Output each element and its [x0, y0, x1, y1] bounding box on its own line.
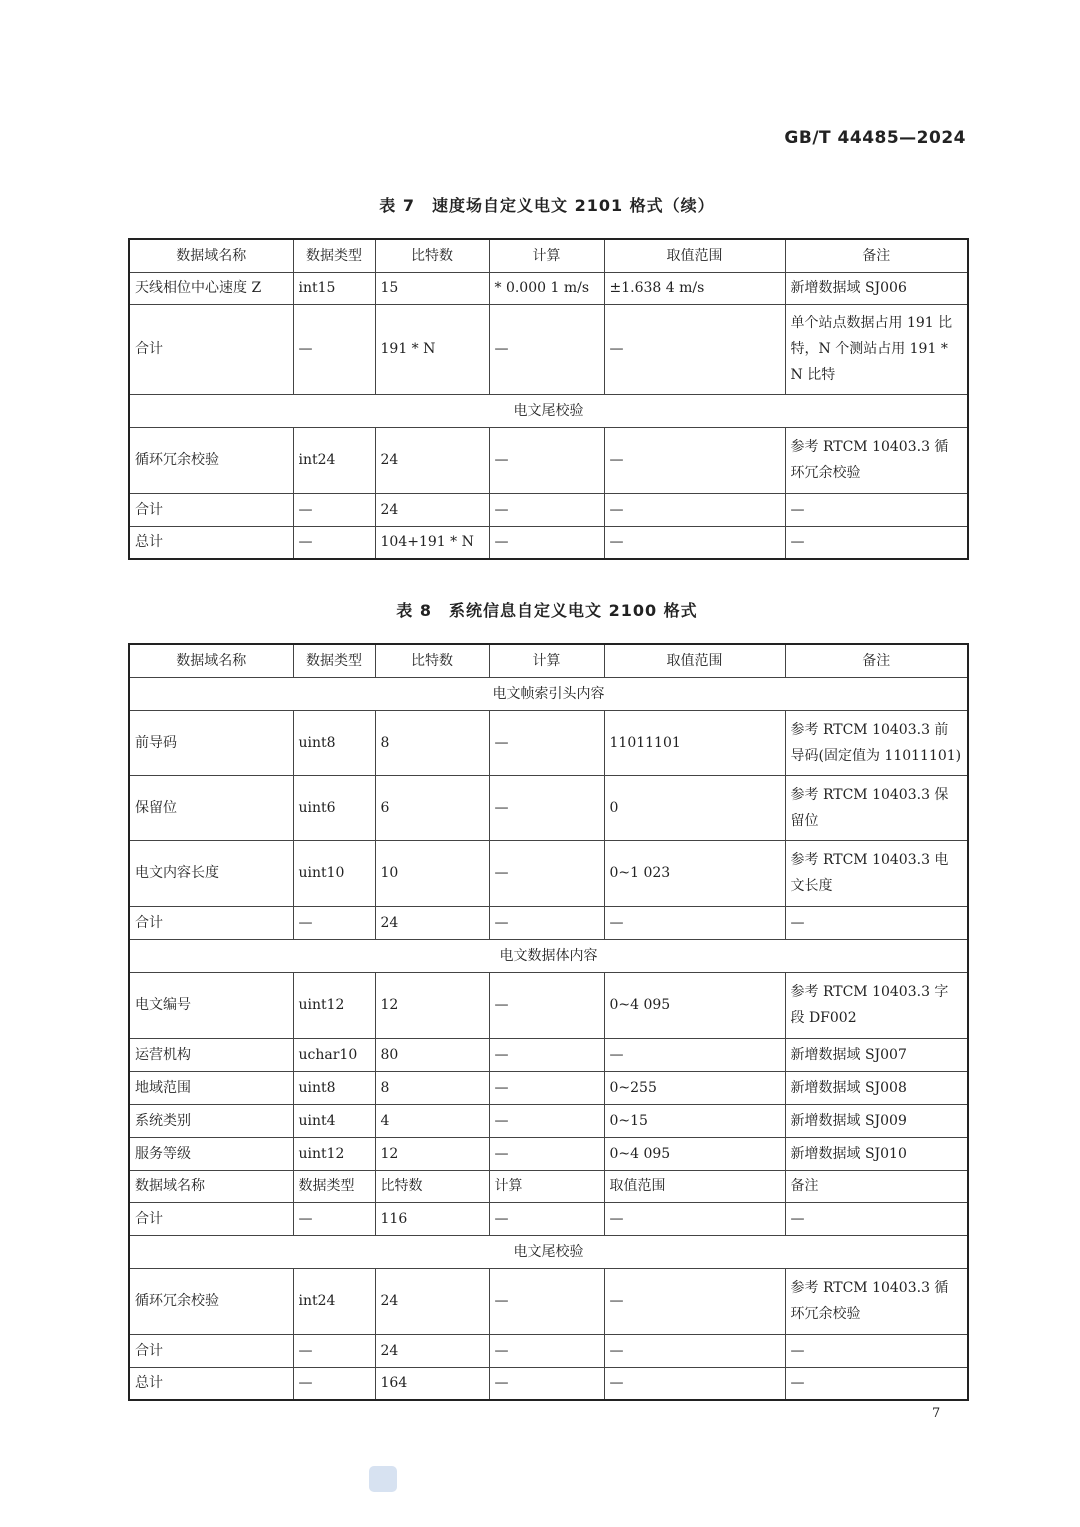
- field-name: 电文内容长度: [129, 840, 293, 906]
- value-range: —: [604, 526, 785, 559]
- section-heading-row: [129, 677, 968, 710]
- field-name: 合计: [129, 304, 293, 394]
- data-type: uint10: [293, 840, 375, 906]
- bit-count: 104+191 * N: [375, 526, 489, 559]
- calculation: —: [489, 710, 604, 775]
- data-type: 数据类型: [293, 1170, 375, 1202]
- bit-count: 10: [375, 840, 489, 906]
- data-type: int15: [293, 272, 375, 304]
- section-heading: 电文帧索引头内容: [129, 677, 968, 710]
- field-name: 地域范围: [129, 1071, 293, 1104]
- column-header-remark: 备注: [785, 239, 968, 272]
- data-type: —: [293, 1202, 375, 1235]
- table7: [128, 238, 969, 560]
- value-range: 0~255: [604, 1071, 785, 1104]
- field-name: 前导码: [129, 710, 293, 775]
- bit-count: 191 * N: [375, 304, 489, 394]
- remark: 新增数据域 SJ010: [785, 1137, 968, 1170]
- bit-count: 6: [375, 775, 489, 840]
- calculation: —: [489, 1137, 604, 1170]
- remark: 新增数据域 SJ006: [785, 272, 968, 304]
- calculation: —: [489, 1334, 604, 1367]
- section-heading: 电文尾校验: [129, 394, 968, 427]
- data-type: —: [293, 304, 375, 394]
- field-name: 循环冗余校验: [129, 427, 293, 493]
- table-row: [129, 840, 968, 906]
- table-row: [129, 710, 968, 775]
- remark: —: [785, 1367, 968, 1400]
- data-type: int24: [293, 427, 375, 493]
- calculation: 计算: [489, 1170, 604, 1202]
- remark: —: [785, 526, 968, 559]
- calculation: —: [489, 840, 604, 906]
- remark: 参考 RTCM 10403.3 保留位: [785, 775, 968, 840]
- calculation: —: [489, 304, 604, 394]
- column-header-field-name: 数据域名称: [129, 239, 293, 272]
- column-header-bit-count: 比特数: [375, 239, 489, 272]
- remark: 参考 RTCM 10403.3 字段 DF002: [785, 972, 968, 1038]
- value-range: 取值范围: [604, 1170, 785, 1202]
- field-name: 循环冗余校验: [129, 1268, 293, 1334]
- calculation: —: [489, 1268, 604, 1334]
- table-row: [129, 1268, 968, 1334]
- remark: 参考 RTCM 10403.3 循环冗余校验: [785, 427, 968, 493]
- bit-count: 8: [375, 710, 489, 775]
- table-row: [129, 272, 968, 304]
- table-header-row: [129, 239, 968, 272]
- value-range: —: [604, 1038, 785, 1071]
- data-type: uint12: [293, 1137, 375, 1170]
- data-type: —: [293, 906, 375, 939]
- field-name: 系统类别: [129, 1104, 293, 1137]
- calculation: —: [489, 1104, 604, 1137]
- bit-count: 116: [375, 1202, 489, 1235]
- remark: 参考 RTCM 10403.3 电文长度: [785, 840, 968, 906]
- column-header-bit-count: 比特数: [375, 644, 489, 677]
- table-row: [129, 526, 968, 559]
- value-range: —: [604, 1268, 785, 1334]
- bit-count: 24: [375, 427, 489, 493]
- value-range: —: [604, 427, 785, 493]
- column-header-data-type: 数据类型: [293, 644, 375, 677]
- table-row: [129, 1071, 968, 1104]
- field-name: 合计: [129, 493, 293, 526]
- table-row: [129, 972, 968, 1038]
- field-name: 总计: [129, 1367, 293, 1400]
- value-range: —: [604, 1202, 785, 1235]
- remark: 新增数据域 SJ007: [785, 1038, 968, 1071]
- value-range: —: [604, 493, 785, 526]
- value-range: —: [604, 304, 785, 394]
- section-heading: 电文数据体内容: [129, 939, 968, 972]
- field-name: 电文编号: [129, 972, 293, 1038]
- column-header-calculation: 计算: [489, 239, 604, 272]
- calculation: —: [489, 493, 604, 526]
- field-name: 保留位: [129, 775, 293, 840]
- data-type: —: [293, 526, 375, 559]
- value-range: 0~1 023: [604, 840, 785, 906]
- value-range: ±1.638 4 m/s: [604, 272, 785, 304]
- bit-count: 24: [375, 1268, 489, 1334]
- table-row: [129, 304, 968, 394]
- value-range: —: [604, 1334, 785, 1367]
- table-row: [129, 427, 968, 493]
- bit-count: 12: [375, 972, 489, 1038]
- value-range: —: [604, 906, 785, 939]
- data-type: uint6: [293, 775, 375, 840]
- field-name: 运营机构: [129, 1038, 293, 1071]
- bit-count: 80: [375, 1038, 489, 1071]
- value-range: 0~15: [604, 1104, 785, 1137]
- column-header-value-range: 取值范围: [604, 644, 785, 677]
- table-row: [129, 1202, 968, 1235]
- data-type: uchar10: [293, 1038, 375, 1071]
- calculation: —: [489, 1038, 604, 1071]
- value-range: 0~4 095: [604, 972, 785, 1038]
- column-header-field-name: 数据域名称: [129, 644, 293, 677]
- column-header-value-range: 取值范围: [604, 239, 785, 272]
- bit-count: 比特数: [375, 1170, 489, 1202]
- table8: [128, 643, 969, 1401]
- field-name: 服务等级: [129, 1137, 293, 1170]
- bit-count: 24: [375, 906, 489, 939]
- field-name: 数据域名称: [129, 1170, 293, 1202]
- field-name: 合计: [129, 1202, 293, 1235]
- table-row: [129, 1367, 968, 1400]
- remark: 新增数据域 SJ008: [785, 1071, 968, 1104]
- bit-count: 24: [375, 1334, 489, 1367]
- column-header-data-type: 数据类型: [293, 239, 375, 272]
- calculation: —: [489, 1367, 604, 1400]
- table7-caption: 表 7 速度场自定义电文 2101 格式（续）: [379, 196, 715, 215]
- publisher-logo: [369, 1466, 397, 1492]
- value-range: 0: [604, 775, 785, 840]
- table-header-row: [129, 644, 968, 677]
- bit-count: 12: [375, 1137, 489, 1170]
- table-row: [129, 1334, 968, 1367]
- field-name: 天线相位中心速度 Z: [129, 272, 293, 304]
- calculation: —: [489, 526, 604, 559]
- data-type: uint12: [293, 972, 375, 1038]
- remark: —: [785, 1202, 968, 1235]
- section-heading-row: [129, 394, 968, 427]
- data-type: uint4: [293, 1104, 375, 1137]
- bit-count: 4: [375, 1104, 489, 1137]
- calculation: —: [489, 1071, 604, 1104]
- field-name: 合计: [129, 906, 293, 939]
- field-name: 总计: [129, 526, 293, 559]
- bit-count: 15: [375, 272, 489, 304]
- data-type: —: [293, 493, 375, 526]
- section-heading-row: [129, 939, 968, 972]
- bit-count: 8: [375, 1071, 489, 1104]
- data-type: —: [293, 1334, 375, 1367]
- section-heading: 电文尾校验: [129, 1235, 968, 1268]
- table-row: [129, 1170, 968, 1202]
- value-range: —: [604, 1367, 785, 1400]
- data-type: uint8: [293, 1071, 375, 1104]
- remark: 参考 RTCM 10403.3 前导码(固定值为 11011101): [785, 710, 968, 775]
- bit-count: 164: [375, 1367, 489, 1400]
- value-range: 0~4 095: [604, 1137, 785, 1170]
- remark: 备注: [785, 1170, 968, 1202]
- calculation: * 0.000 1 m/s: [489, 272, 604, 304]
- remark: —: [785, 1334, 968, 1367]
- data-type: int24: [293, 1268, 375, 1334]
- data-type: —: [293, 1367, 375, 1400]
- table-row: [129, 1038, 968, 1071]
- table-row: [129, 775, 968, 840]
- calculation: —: [489, 972, 604, 1038]
- value-range: 11011101: [604, 710, 785, 775]
- table8-caption: 表 8 系统信息自定义电文 2100 格式: [396, 601, 698, 620]
- page-number: 7: [932, 1406, 941, 1421]
- calculation: —: [489, 427, 604, 493]
- remark: 参考 RTCM 10403.3 循环冗余校验: [785, 1268, 968, 1334]
- table-row: [129, 493, 968, 526]
- section-heading-row: [129, 1235, 968, 1268]
- column-header-remark: 备注: [785, 644, 968, 677]
- table-row: [129, 1104, 968, 1137]
- field-name: 合计: [129, 1334, 293, 1367]
- remark: 新增数据域 SJ009: [785, 1104, 968, 1137]
- remark: —: [785, 493, 968, 526]
- calculation: —: [489, 1202, 604, 1235]
- table-row: [129, 1137, 968, 1170]
- remark: —: [785, 906, 968, 939]
- data-type: uint8: [293, 710, 375, 775]
- remark: 单个站点数据占用 191 比特，N 个测站占用 191 * N 比特: [785, 304, 968, 394]
- calculation: —: [489, 775, 604, 840]
- table-row: [129, 906, 968, 939]
- bit-count: 24: [375, 493, 489, 526]
- calculation: —: [489, 906, 604, 939]
- column-header-calculation: 计算: [489, 644, 604, 677]
- standard-code: GB/T 44485—2024: [784, 128, 966, 148]
